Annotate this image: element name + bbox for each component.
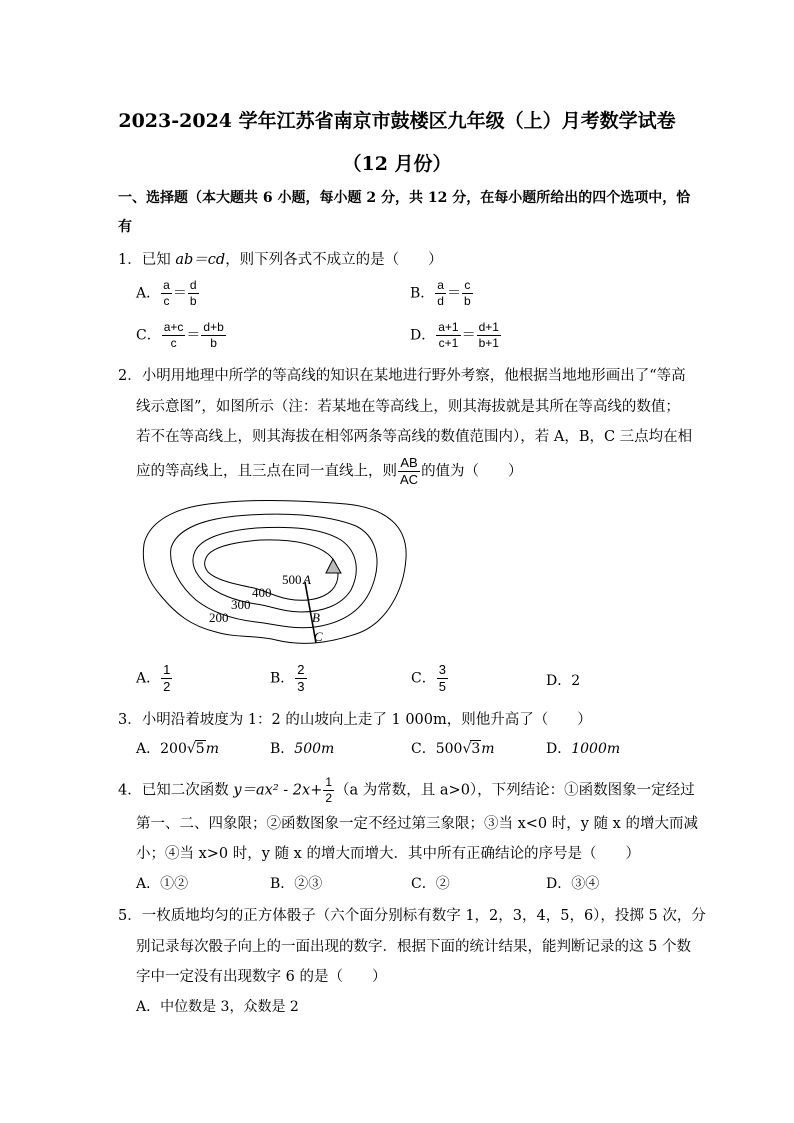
contour-200 [143,501,406,644]
q4-stem-line3: 小；④当 x>0 时，y 随 x 的增大而增大．其中所有正确结论的序号是（ ） [136,846,640,862]
label-200: 200 [209,610,229,625]
q3-stem: 3．小明沿着坡度为 1：2 的山坡向上走了 1 000m，则他升高了（ ） [118,712,592,728]
q4-option-a[interactable]: A．①② [136,876,189,892]
label-400: 400 [252,585,272,600]
q1-stem: 1．已知 ab＝cd，则下列各式不成立的是（ ） [118,252,443,268]
q3-option-a[interactable]: A．200√5m [136,741,219,757]
section-heading-line2: 有 [118,219,132,235]
section-heading-line1: 一、选择题（本大题共 6 小题，每小题 2 分，共 12 分，在每小题所给出的四个选项中，恰 [118,190,691,206]
exam-title: 2023-2024 学年江苏省南京市鼓楼区九年级（上）月考数学试卷 [118,110,676,132]
q1-option-b[interactable]: B． $\frac{a}{d}$ ＝ $\frac{c}{b}$ [410,278,471,308]
point-b-label: B [312,610,320,625]
q4-option-d[interactable]: D．③④ [546,876,600,892]
q4-stem-line1: 4．已知二次函数 y＝ax² - 2x+ $\frac{1}{2}$ （a 为常数，且 a>0），下列结论：①函数图象一定经过 [118,775,695,805]
q5-option-a[interactable]: A．中位数是 3，众数是 2 [136,999,299,1015]
q3-option-d[interactable]: D．1000m [546,741,621,757]
q2-option-c[interactable]: C． $\frac{3}{5}$ [411,662,446,694]
q2-stem-line3: 若不在等高线上，则其海拔在相邻两条等高线的数值范围内），若 A，B，C 三点均在相 [136,429,693,445]
summit-triangle-icon [326,559,341,573]
point-c-label: C [314,629,323,644]
contour-300 [171,514,377,628]
label-500: 500 [282,572,302,587]
q2-stem-line4: 应的等高线上，且三点在同一直线上，则 $\frac{AB}{AC}$ 的值为（ ） [136,455,523,487]
q4-option-c[interactable]: C．② [411,876,450,892]
q5-stem-line1: 5．一枚质地均匀的正方体骰子（六个面分别标有数字 1，2，3，4，5，6），投掷 5 次，分 [118,908,706,924]
label-300: 300 [231,597,251,612]
q2-option-b[interactable]: B． $\frac{2}{3}$ [270,662,305,694]
q5-stem-line3: 字中一定没有出现数字 6 的是（ ） [136,969,387,985]
q2-option-a[interactable]: A． $\frac{1}{2}$ [136,662,171,694]
q4-option-b[interactable]: B．②③ [270,876,323,892]
q1-option-d[interactable]: D． $\frac{a+1}{c+1}$ ＝ $\frac{d+1}{b+1}$ [410,320,499,350]
q1-option-c[interactable]: C． $\frac{a+c}{c}$ ＝ $\frac{d+b}{b}$ [136,320,224,350]
q2-stem-line2: 线示意图”，如图所示（注：若某地在等高线上，则其海拔就是其所在等高线的数值； [136,399,680,415]
q3-option-b[interactable]: B．500m [270,741,335,757]
q3-option-c[interactable]: C．500√3m [411,741,495,757]
exam-subtitle: （12 月份） [342,153,452,175]
q1-option-a[interactable]: A． $\frac{a}{c}$ ＝ $\frac{d}{b}$ [136,278,197,308]
q2-stem-line1: 2．小明用地理中所学的等高线的知识在某地进行野外考察，他根据当地地形画出了“等高 [118,368,686,384]
point-a-label: A [303,572,311,587]
contour-map-figure [136,496,426,651]
q4-stem-line2: 第一、二、四象限；②函数图象一定不经过第三象限；③当 x<0 时，y 随 x 的增大而减 [136,816,698,832]
q5-stem-line2: 别记录每次骰子向上的一面出现的数字．根据下面的统计结果，能判断记录的这 5 个数 [136,939,691,955]
q2-option-d[interactable]: D．2 [546,673,581,689]
